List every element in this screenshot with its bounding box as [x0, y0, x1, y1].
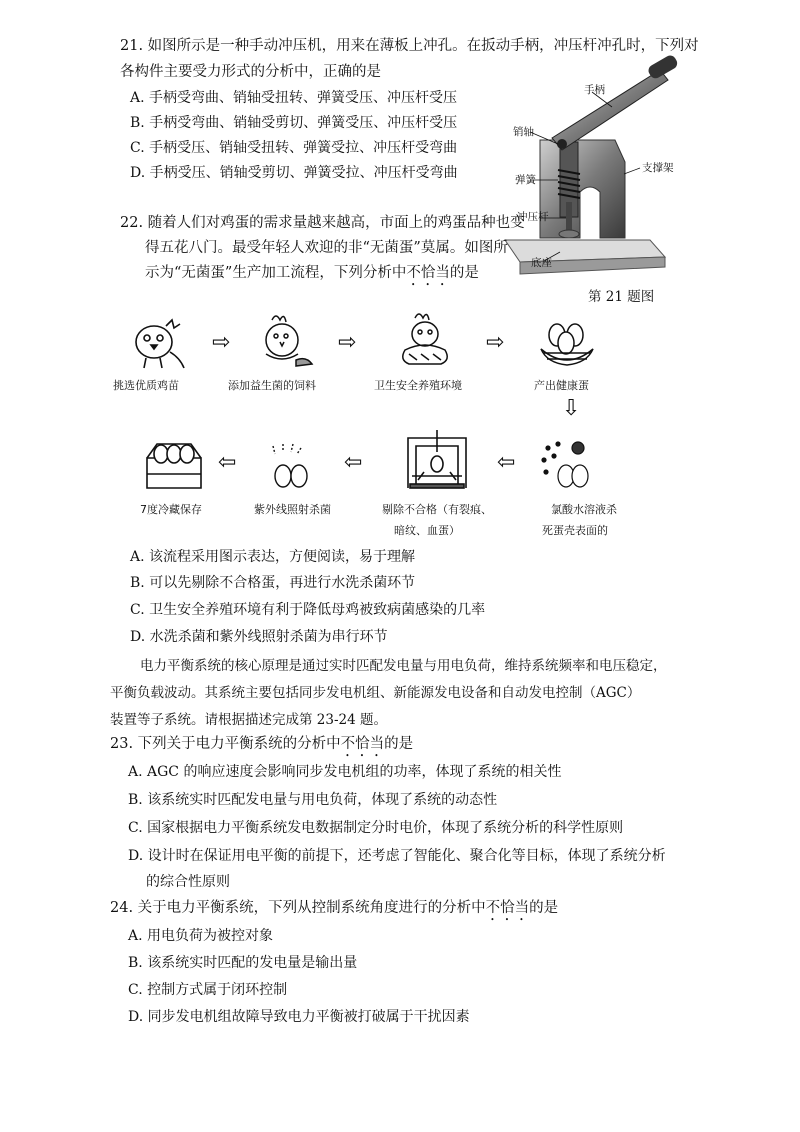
- q23-option-d: D. 设计时在保证用电平衡的前提下，还考虑了智能化、聚合化等目标，体现了系统分析: [128, 848, 666, 864]
- emphasis-not-appropriate: 不恰当: [406, 265, 450, 281]
- arrow-down: ⇩: [562, 396, 581, 421]
- label-base: 底座: [531, 257, 552, 269]
- label-handle: 手柄: [584, 84, 605, 96]
- inspection-machine-icon: [404, 428, 470, 492]
- flow-step-6-label: 剔除不合格（有裂痕、: [382, 503, 492, 516]
- q24-option-b: B. 该系统实时匹配的发电量是输出量: [128, 955, 358, 971]
- arrow-right-2: ⇨: [338, 330, 357, 355]
- q24-stem: 24. 关于电力平衡系统，下列从控制系统角度进行的分析中不恰当的是: [110, 900, 559, 916]
- label-rod: 冲压杆: [517, 211, 549, 223]
- flow-step-2-label: 添加益生菌的饲料: [228, 379, 316, 392]
- label-spring: 弹簧: [515, 174, 536, 186]
- q24-option-a: A. 用电负荷为被控对象: [128, 928, 274, 944]
- emphasis-not-appropriate: 不恰当: [485, 900, 530, 916]
- q23-option-a: A. AGC 的响应速度会影响同步发电机组的功率，体现了系统的相关性: [128, 764, 562, 780]
- arrow-left-2: ⇦: [344, 450, 363, 475]
- q22-stem-line3: 示为“无菌蛋”生产加工流程，下列分析中不恰当的是: [145, 265, 479, 281]
- passage-line1: 电力平衡系统的核心原理是通过实时匹配发电量与用电负荷，维持系统频率和电压稳定，: [140, 658, 667, 674]
- arrow-right-3: ⇨: [486, 330, 505, 355]
- arrow-right-1: ⇨: [212, 330, 231, 355]
- flow-step-5-label-cont: 死蛋壳表面的: [542, 524, 608, 537]
- emphasis-not-appropriate: 不恰当: [340, 736, 385, 752]
- flow-step-6-label-cont: 暗纹、血蛋）: [394, 524, 460, 537]
- q21-option-b: B. 手柄受弯曲、销轴受剪切、弹簧受压、冲压杆受压: [130, 115, 458, 131]
- q21-figure-caption: 第 21 题图: [588, 289, 655, 305]
- hen-feed-icon: [252, 310, 314, 372]
- q24-option-d: D. 同步发电机组故障导致电力平衡被打破属于干扰因素: [128, 1009, 470, 1025]
- q21-stem-line2: 各构件主要受力形式的分析中，正确的是: [120, 64, 381, 80]
- flow-step-4-label: 产出健康蛋: [534, 379, 589, 392]
- q21-stem-line1: 21. 如图所示是一种手动冲压机，用来在薄板上冲孔。在扳动手柄，冲压杆冲孔时，下列对: [120, 38, 699, 54]
- label-pin: 销轴: [513, 126, 534, 138]
- arrow-left-3: ⇦: [497, 450, 516, 475]
- flow-step-3-label: 卫生安全养殖环境: [374, 379, 462, 392]
- q24-option-c: C. 控制方式属于闭环控制: [128, 982, 288, 998]
- q23-option-c: C. 国家根据电力平衡系统发电数据制定分时电价，体现了系统分析的科学性原则: [128, 820, 624, 836]
- q21-option-c: C. 手柄受压、销轴受扭转、弹簧受拉、冲压杆受弯曲: [130, 140, 458, 156]
- q22-option-d: D. 水洗杀菌和紫外线照射杀菌为串行环节: [130, 629, 388, 645]
- flow-step-8-label: 7度冷藏保存: [140, 503, 202, 516]
- washing-eggs-icon: [538, 440, 592, 492]
- eggs-in-nest-icon: [537, 315, 597, 370]
- passage-line2: 平衡负载波动。其系统主要包括同步发电机组、新能源发电设备和自动发电控制（AGC）: [110, 685, 641, 701]
- flow-step-1-label: 挑选优质鸡苗: [113, 379, 179, 392]
- flow-step-7-label: 紫外线照射杀菌: [254, 503, 331, 516]
- uv-light-icon: [265, 440, 315, 492]
- q23-stem: 23. 下列关于电力平衡系统的分析中不恰当的是: [110, 736, 414, 752]
- nesting-hen-icon: [395, 310, 457, 372]
- q21-option-d: D. 手柄受压、销轴受剪切、弹簧受拉、冲压杆受弯曲: [130, 165, 458, 181]
- q21-option-a: A. 手柄受弯曲、销轴受扭转、弹簧受压、冲压杆受压: [130, 90, 458, 106]
- q22-stem-line2: 得五花八门。最受年轻人欢迎的非“无菌蛋”莫属。如图所: [145, 240, 508, 256]
- egg-carton-icon: [143, 440, 205, 492]
- label-bracket: 支撑架: [642, 162, 674, 174]
- q22-option-a: A. 该流程采用图示表达，方便阅读，易于理解: [130, 549, 416, 565]
- chick-icon: [132, 318, 192, 373]
- q22-stem-line1: 22. 随着人们对鸡蛋的需求量越来越高，市面上的鸡蛋品种也变: [120, 215, 525, 231]
- passage-line3: 装置等子系统。请根据描述完成第 23-24 题。: [110, 712, 387, 728]
- flow-step-5-label: 氯酸水溶液杀: [551, 503, 617, 516]
- q23-option-d-cont: 的综合性原则: [146, 874, 230, 890]
- q23-option-b: B. 该系统实时匹配发电量与用电负荷，体现了系统的动态性: [128, 792, 498, 808]
- q22-option-c: C. 卫生安全养殖环境有利于降低母鸡被致病菌感染的几率: [130, 602, 486, 618]
- arrow-left-1: ⇦: [218, 450, 237, 475]
- q22-option-b: B. 可以先剔除不合格蛋，再进行水洗杀菌环节: [130, 575, 416, 591]
